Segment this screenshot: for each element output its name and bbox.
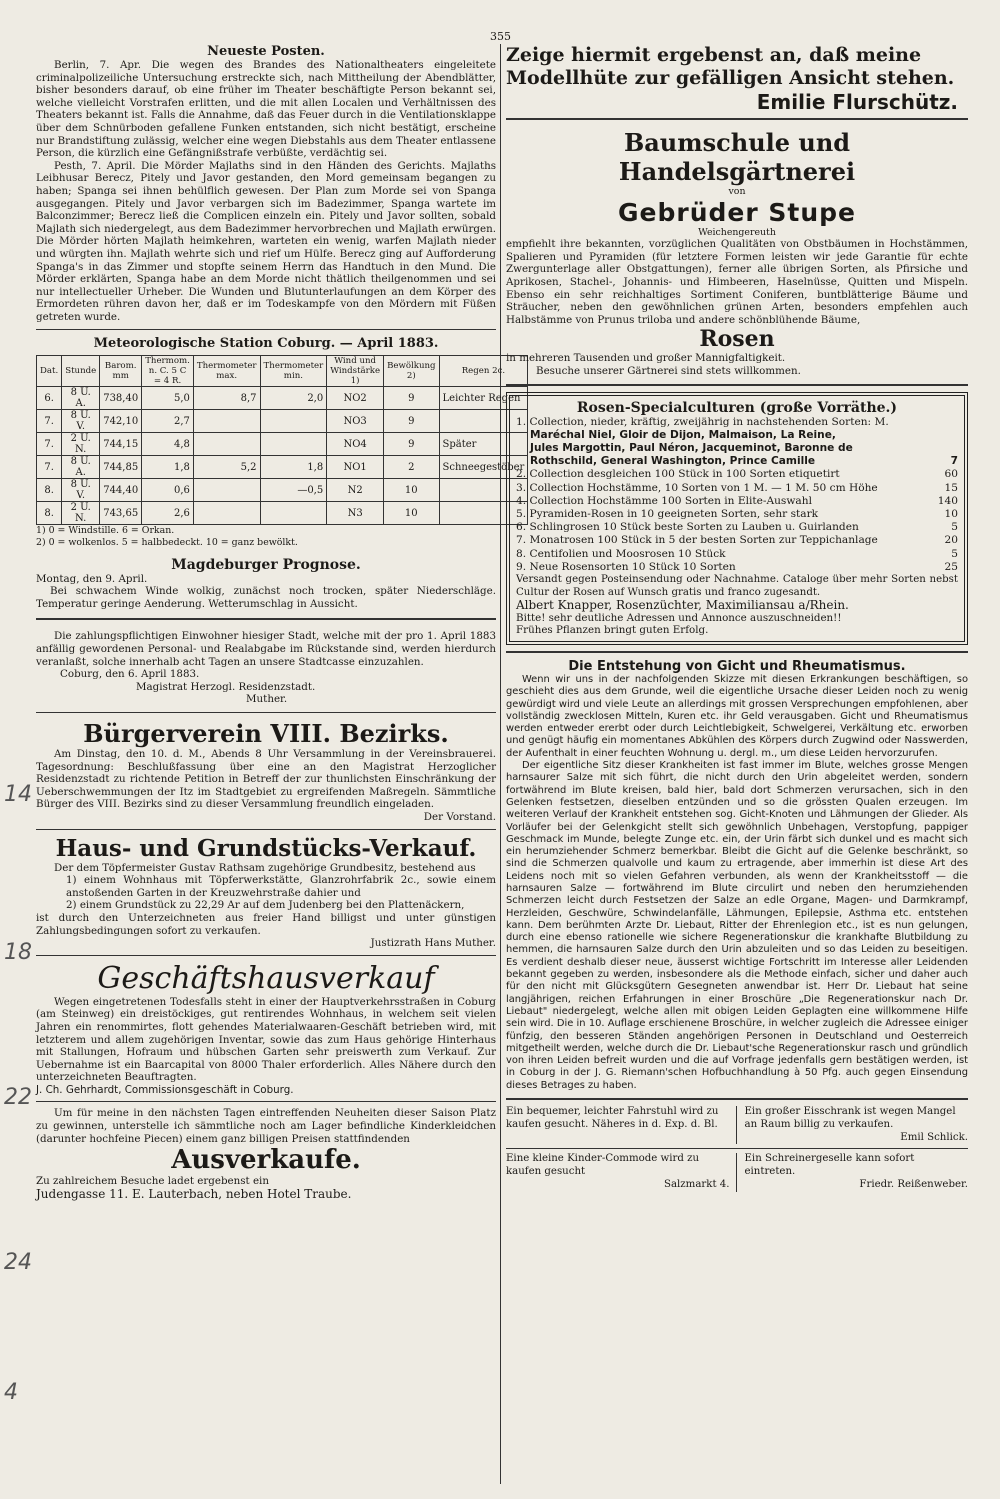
rosen-list [516, 416, 958, 574]
rosen-item-text: 5. Pyramiden-Rosen in 10 geeigneten Sorten, sehr stark [516, 507, 819, 520]
haus-item-1: 1) einem Wohnhaus mit Töpferwerkstätte, Glanzrohrfabrik 2c., sowie einem anstoßenden Garten in der Kreuzwehrstraße dahier und [66, 874, 496, 899]
meteo-cell: 744,85 [100, 456, 142, 479]
page-number: 355 [490, 30, 511, 43]
rosen-item-text: 9. Neue Rosensorten 10 Stück 10 Sorten [516, 560, 736, 573]
baumschule-text: empfiehlt ihre bekannten, vorzüglichen Qualitäten von Obstbäumen in Hochstämmen, Spalieren und Pyramiden (für letztere Formen leisten wir jede Garantie für echte Zwergunterlage aller Obstgattungen), ferner alle übrigen Sorten, als Pfirsiche und Aprikosen, Stachel-, Johannis- und Himbeeren, Haselnüsse, Quitten und Mispeln. Ebenso ein sehr reichhaltiges Sortiment Coniferen, buntblätterige Bäume und Sträucher, neben den gewöhnlichen grünen Arten, besonders empfehlen auch Halbstämme von Prunus triloba und andere schönblühende Bäume, [506, 238, 968, 326]
rosen-box-footer: Versandt gegen Posteinsendung oder Nachnahme. Cataloge über mehr Sorten nebst Cultur der Rosen auf Wunsch gratis und franco zugesandt. [516, 573, 958, 598]
ausverkauf-line: Zu zahlreichem Besuche ladet ergebenst ein [36, 1175, 269, 1188]
column-divider [500, 44, 501, 1484]
rosen-item-price: 140 [937, 494, 958, 507]
baumschule-place: Weichengereuth [698, 226, 776, 238]
meteo-header: Stunde [62, 356, 100, 387]
meteo-cell: 1,8 [260, 456, 327, 479]
meteo-cell [193, 433, 260, 456]
news-title: Neueste Posten. [207, 44, 325, 59]
ad-schreiner-sign: Friedr. Reißenweber. [859, 1179, 968, 1191]
rosen-list-item [516, 521, 958, 534]
meteo-cell: 5,2 [193, 456, 260, 479]
prognose-date: Montag, den 9. April. [36, 572, 148, 585]
haus-title: Haus- und Grundstücks-Verkauf. [55, 834, 477, 862]
rosen-item-price: 15 [944, 481, 958, 494]
ad-kommode [506, 1153, 737, 1191]
meteo-cell: 9 [384, 387, 439, 410]
flurschuetz-text: Zeige hiermit ergebenst an, daß meine Modellhüte zur gefälligen Ansicht stehen. [506, 44, 955, 89]
meteo-cell: 2 [384, 456, 439, 479]
ad-eisschrank-text: Ein großer Eisschrank ist wegen Mangel an Raum billig zu verkaufen. [744, 1106, 956, 1130]
meteo-cell: 10 [384, 479, 439, 502]
meteo-cell: 8 U. A. [62, 456, 100, 479]
ad-eisschrank [745, 1106, 969, 1144]
meteo-row [37, 479, 528, 502]
meteo-cell: 743,65 [100, 502, 142, 525]
meteo-cell [193, 502, 260, 525]
baumschule-firm: Gebrüder Stupe [618, 197, 856, 227]
haus-item-2: 2) einem Grundstück zu 22,29 Ar auf dem Judenberg bei den Plattenäckern, [66, 899, 465, 912]
meteo-row [37, 410, 528, 433]
meteo-table [36, 355, 528, 525]
ad-kommode-addr: Salzmarkt 4. [663, 1179, 730, 1191]
margin-scribble: 4 [4, 1380, 18, 1405]
meteo-cell [193, 479, 260, 502]
meteo-cell [193, 410, 260, 433]
rosen-item-text: 6. Schlingrosen 10 Stück beste Sorten zu Lauben u. Guirlanden [516, 521, 859, 534]
meteo-cell: NO4 [327, 433, 384, 456]
meteo-cell: 8 U. V. [62, 410, 100, 433]
margin-scribble: 14 [4, 782, 32, 807]
rosen-item-text: 8. Centifolien und Moosrosen 10 Stück [516, 547, 726, 560]
meteo-cell: 8. [37, 479, 62, 502]
meteo-cell: 2,0 [260, 387, 327, 410]
meteo-cell: 7. [37, 433, 62, 456]
baumschule-text-2: in mehreren Tausenden und großer Mannigfaltigkeit. [506, 352, 786, 365]
gicht-title: Die Entstehung von Gicht und Rheumatismus. [568, 658, 906, 674]
meteo-cell: 9 [384, 433, 439, 456]
meteo-row [37, 502, 528, 525]
meteo-cell: NO1 [327, 456, 384, 479]
magistrat-sign: Magistrat Herzogl. Residenzstadt. [136, 680, 316, 693]
rosen-item-price: 5 [951, 521, 958, 534]
rosen-list-item [516, 482, 958, 495]
rosen-item-text: Rothschild, General Washington, Prince Camille [530, 455, 816, 468]
haus-intro: Der dem Töpfermeister Gustav Rathsam zugehörige Grundbesitz, bestehend aus [54, 861, 476, 874]
meteo-cell: 2,7 [142, 410, 194, 433]
rosen-list-item [516, 468, 958, 481]
rosen-item-price: 7 [950, 455, 958, 468]
meteo-row [37, 456, 528, 479]
meteo-cell: Leichter Regen [439, 387, 528, 410]
meteo-cell: 744,40 [100, 479, 142, 502]
rosen-item-price: 60 [944, 468, 958, 481]
meteo-cell: N3 [327, 502, 384, 525]
meteo-header: Bewölkung 2) [384, 356, 439, 387]
meteo-header: Regen 2c. [439, 356, 528, 387]
baumschule-rosen: Rosen [699, 326, 775, 353]
geschaeft-title: Geschäftshausverkauf [97, 960, 435, 996]
ad-eisschrank-sign: Emil Schlick. [900, 1131, 968, 1143]
meteo-row [37, 387, 528, 410]
rosen-item-text: 2. Collection desgleichen 100 Stück in 100 Sorten etiquetirt [516, 468, 840, 481]
baumschule-von: von [728, 186, 746, 197]
rosen-item-price: 10 [944, 507, 958, 520]
rosen-item-text: 3. Collection Hochstämme, 10 Sorten von 1 M. — 1 M. 50 cm Höhe [516, 481, 878, 494]
margin-scribble: 18 [4, 940, 32, 965]
meteo-cell: 0,6 [142, 479, 194, 502]
haus-outro: ist durch den Unterzeichneten aus freier Hand billigst und unter günstigen Zahlungsbedingungen sofort zu verkaufen. [36, 911, 496, 937]
baumschule-title: Baumschule und Handelsgärtnerei [618, 128, 856, 186]
small-ads-row-1 [506, 1106, 968, 1144]
margin-scribble: 24 [4, 1250, 32, 1275]
baumschule-text-3: Besuche unserer Gärtnerei sind stets willkommen. [536, 364, 801, 377]
meteo-cell: 6. [37, 387, 62, 410]
geschaeft-sign: J. Ch. Gehrhardt, Commissionsgeschäft in Coburg. [36, 1083, 294, 1096]
magistrat-place-date: Coburg, den 6. April 1883. [60, 668, 200, 681]
buergerverein-text: Am Dinstag, den 10. d. M., Abends 8 Uhr Versammlung in der Vereinsbrauerei. Tagesordnung: Beschlußfassung über eine an den Magistrat Herzoglicher Residenzstadt zu richtende Petition in Betreff der zur thunlichsten Einschränkung der Ueberschwemmungen der Itz im Stadtgebiet zu ergreifenden Maßregeln. Sämmtliche Bürger des VIII. Bezirks sind zu dieser Versammlung freundlich eingeladen. [36, 748, 496, 811]
meteo-cell: 4,8 [142, 433, 194, 456]
meteo-cell: 8,7 [193, 387, 260, 410]
prognose-text: Bei schwachem Winde wolkig, zunächst noch trocken, später Niederschläge. Temperatur geringe Aenderung. Wetterumschlag in Aussicht. [36, 585, 496, 610]
meteo-cell: Später [439, 433, 528, 456]
meteo-cell: 744,15 [100, 433, 142, 456]
meteo-cell: Schneegestöber [439, 456, 528, 479]
meteo-cell: 7. [37, 456, 62, 479]
meteo-cell: 2,6 [142, 502, 194, 525]
meteo-cell: 7. [37, 410, 62, 433]
rosen-list-item [516, 455, 958, 468]
rosen-item-text: 1. Collection, nieder, kräftig, zweijährig in nachstehenden Sorten: M. [516, 415, 889, 428]
ad-schreiner-text: Ein Schreinergeselle kann sofort eintreten. [744, 1153, 915, 1178]
meteo-cell: —0,5 [260, 479, 327, 502]
meteo-cell [260, 433, 327, 456]
rosen-item-text: 4. Collection Hochstämme 100 Sorten in Elite-Auswahl [516, 494, 812, 507]
rosen-box-footer-3: Frühes Pflanzen bringt guten Erfolg. [516, 624, 709, 637]
meteo-title: Meteorologische Station Coburg. — April 1883. [93, 336, 439, 352]
rosen-box-title: Rosen-Specialculturen (große Vorräthe.) [576, 399, 898, 416]
ad-schreiner [745, 1153, 969, 1191]
meteo-cell [260, 502, 327, 525]
rosen-item-price: 20 [944, 534, 958, 547]
prognose-title: Magdeburger Prognose. [171, 556, 361, 573]
rosen-list-item [516, 495, 958, 508]
ausverkauf-title: Ausverkaufe. [171, 1145, 361, 1176]
gicht-paragraph-2: Der eigentliche Sitz dieser Krankheiten ist fast immer im Blute, welches grosse Mengen harnsaurer Salze mit sich führt, die nicht durch den Urin abgeleitet werden, sondern fortwährend im Blute kreisen, bald hier, bald dort Schmerzen verursachen, sich in den Gelenken festsetzen, dieselben entzünden und so die grössten Qualen erzeugen. Im weiteren Verlauf der Krankheit entstehen sog. Gicht-Knoten und Lähmungen der Glieder. Als Vorläufer bei der Gelenkgicht stellt sich gewöhnlich Unbehagen, Verstopfung, pappiger Geschmack im Munde, belegte Zunge etc. ein, der Urin färbt sich dunkel und es macht sich ein herumziehender Schmerz bemerkbar. Bleibt die Gicht auf die Gelenke beschränkt, so sind die Schmerzen qualvolle und kaum zu ertragende, aber immerhin ist diese Art des Leidens noch mit so vielen Gefahren verbunden, als wenn der Krankheitsstoff — die harnsauren Salze — fortwährend im Blute circulirt und neben den herumziehenden Schmerzen leicht durch Festsetzen der Salze an edle Organe, Magen- und Darmkrampf, Herzleiden, Geschwüre, Schwindelanfälle, Lähmungen, Epilepsie, Asthma etc. entstehen kann. Dem berühmten Arzte Dr. Liebaut, Ritter der Ehrenlegion etc., ist es nun gelungen, durch eine ebenso rationelle wie sichere Regenerationskur die krankhafte Blutbildung zu hemmen, die harnsauren Salze durch den Urin abzuleiten und so das Leiden zu beseitigen. Es verdient deshalb dieser neue, äusserst wichtige Fortschritt im Interesse aller Leidenden bekannt gegeben zu werden, insbesondere als die Methode einfach, sicher und daher auch für den nicht mit Glücksgütern Gesegneten anwendbar ist. Herr Dr. Liebaut hat seine langjährigen, reichen Erfahrungen in einer Broschüre „Die Regenerationskur nach Dr. Liebaut" niedergelegt, welche allen mit obigen Leiden Geplagten eine willkommene Hilfe sein wird. Die in 10. Auflage erschienene Broschüre, in welcher zugleich die Adressee einiger fünfzig, den besseren Ständen angehörigen Personen in Deutschland und Oesterreich mitgetheilt werden, welche durch die Dr. Liebaut'sche Regenerationskur rasch und gründlich von ihren Leiden befreit wurden und die auf Vorfrage jedenfalls gern bestätigen werden, ist in Coburg in der J. G. Riemann'schen Hofbuchhandlung à 50 Pfg. auch gegen Einsendung dieses Betrages zu haben. [506, 760, 968, 1091]
rosen-box-footer-2: Bitte! sehr deutliche Adressen und Annonce auszuschneiden!! [516, 611, 842, 624]
meteo-cell: 2 U. N. [62, 502, 100, 525]
meteo-header: Barom. mm [100, 356, 142, 387]
rosen-item-text: Jules Margottin, Paul Néron, Jacqueminot, Baronne de [530, 441, 853, 454]
meteo-cell: 2 U. N. [62, 433, 100, 456]
geschaeft-text: Wegen eingetretenen Todesfalls steht in einer der Hauptverkehrsstraßen in Coburg (am Steinweg) ein dreistöckiges, gut rentirendes Wohnhaus, in welchem seit vielen Jahren ein renommirtes, flott gehendes Materialwaaren-Geschäft betrieben wird, mit letzterem und allem zugehörigen Inventar, sowie das zum Haus gehörige Hinterhaus mit Stallungen, Hofraum und hübschen Garten sehr preiswerth zum Verkauf. Zur Uebernahme ist ein Baarcapital von 8000 Thaler erforderlich. Alles Nähere durch den unterzeichneten Beauftragten. [36, 995, 496, 1084]
meteo-cell: 738,40 [100, 387, 142, 410]
meteo-header: Thermom. n. C. 5 C = 4 R. [142, 356, 194, 387]
meteo-cell: 9 [384, 410, 439, 433]
magistrat-sign-name: Muther. [246, 693, 288, 706]
rosen-list-item [516, 548, 958, 561]
rosen-list-item [516, 508, 958, 521]
meteo-cell: NO2 [327, 387, 384, 410]
small-ads-row-2 [506, 1153, 968, 1191]
right-column [506, 44, 968, 1192]
rosen-list-item [516, 561, 958, 574]
rosen-item-text: 7. Monatrosen 100 Stück in 5 der besten Sorten zur Teppichanlage [516, 534, 878, 547]
meteo-cell: 8 U. A. [62, 387, 100, 410]
rosen-box-sign: Albert Knapper, Rosenzüchter, Maximiliansau a/Rhein. [516, 598, 849, 613]
magistrat-text: Die zahlungspflichtigen Einwohner hiesiger Stadt, welche mit der pro 1. April 1883 anfällig gewordenen Personal- und Realabgabe im Rückstande sind, werden hierdurch veranlaßt, solche innerhalb acht Tagen an unsere Stadtcasse einzuzahlen. [36, 630, 496, 668]
rosen-list-item [516, 416, 958, 429]
ad-fahrstuhl [506, 1106, 737, 1144]
meteo-cell: 8. [37, 502, 62, 525]
buergerverein-sign: Der Vorstand. [423, 810, 496, 823]
meteo-note-1: 1) 0 = Windstille. 6 = Orkan. [36, 525, 175, 537]
rosen-list-item [516, 534, 958, 547]
meteo-cell [260, 410, 327, 433]
rosen-item-price: 25 [944, 560, 958, 573]
left-column [36, 44, 525, 1201]
meteo-cell: NO3 [327, 410, 384, 433]
ausverkauf-intro: Um für meine in den nächsten Tagen eintreffenden Neuheiten dieser Saison Platz zu gewinnen, unterstelle ich sämmtliche noch am Lager befindliche Kinderkleidchen (darunter hochfeine Piecen) einem ganz billigen Preisen stattfindenden [36, 1107, 496, 1145]
meteo-cell: N2 [327, 479, 384, 502]
ad-fahrstuhl-text: Ein bequemer, leichter Fahrstuhl wird zu kaufen gesucht. Näheres in d. Exp. d. Bl. [506, 1106, 719, 1130]
rosen-item-text: Maréchal Niel, Gloir de Dijon, Malmaison, La Reine, [530, 428, 836, 441]
meteo-header: Dat. [37, 356, 62, 387]
flurschuetz-name: Emilie Flurschütz. [756, 90, 958, 114]
rosen-specialculturen-box [506, 392, 968, 645]
meteo-note-2: 2) 0 = wolkenlos. 5 = halbbedeckt. 10 = ganz bewölkt. [36, 537, 298, 549]
gicht-paragraph-1: Wenn wir uns in der nachfolgenden Skizze mit diesen Erkrankungen beschäftigen, so geschieht dies aus dem Grunde, weil die eigentliche Ursache dieser Leiden noch zu wenig gewürdigt wird und viele Leute an allerdings mit grossen Versprechungen empfohlenen, aber vollständig zwecklosen Mitteln, Kuren etc. ihr Geld verausgaben. Gicht und Rheumatismus werden entweder ererbt oder durch Leichtlebigkeit, Schwelgerei, Verkältung etc. erworben und genügt häufig ein momentanes Abkühlen des Körpers durch Zugwind oder Nasswerden, der Aufenthalt in einer feuchten Wohnung u. dergl. m., um diese Leiden hervorzurufen. [506, 673, 968, 759]
margin-scribble: 22 [4, 1085, 32, 1110]
meteo-cell: 5,0 [142, 387, 194, 410]
ausverkauf-sign: Judengasse 11. E. Lauterbach, neben Hotel Traube. [36, 1186, 352, 1201]
ad-kommode-text: Eine kleine Kinder-Commode wird zu kaufen gesucht [506, 1153, 700, 1178]
rosen-list-item [516, 442, 958, 455]
news-pesth: Pesth, 7. April. Die Mörder Majlaths sind in den Händen des Gerichts. Majlaths Leibhusar Berecz, Pitely und Javor gestanden, den Mord gemeinsam begangen zu haben; Spanga sei ihnen behülflich gewesen. Der Plan zum Morde sei von Spanga ausgegangen. Pitely und Javor verbargen sich im Badezimmer, Spanga wartete im Balconzimmer; Berecz ließ die Complicen einzeln ein. Pitely und Javor sollten, sobald Majlath sich niedergelegt, aus dem Badezimmer hervorbrechen und Majlath erwürgen. Die Mörder hörten Majlath heimkehren, warteten ein wenig, warfen Majlath nieder und würgten ihn. Majlath wehrte sich und rief um Hülfe. Berecz ging auf Aufforderung Spanga's in das Zimmer und stopfte seinem Herrn das Handtuch in den Mund. Die Mörder erklärten, Spanga habe an dem Morde nicht thätlich theilgenommen und sei nur intellectueller Urheber. Die Wunden und Blutunterlaufungen an dem Körper des Ermordeten rühren davon her, daß er im Todeskampfe von den Mördern mit Füßen getreten wurde. [36, 159, 496, 323]
buergerverein-title: Bürgerverein VIII. Bezirks. [83, 719, 449, 748]
rosen-list-item [516, 429, 958, 442]
meteo-row [37, 433, 528, 456]
haus-sign: Justizrath Hans Muther. [370, 937, 496, 950]
meteo-cell: 8 U. V. [62, 479, 100, 502]
news-berlin: Berlin, 7. Apr. Die wegen des Brandes des Nationaltheaters eingeleitete criminalpolizeiliche Untersuchung erstreckte sich, nach Mittheilung der Abendblätter, bisher besonders darauf, ob eine früher im Theater beschäftigte Person bekannt sei, welche vielleicht Vorstrafen erlitten, und die mit allen Localen und Verhältnissen des Theaters bekannt ist. Falls die Annahme, daß das Feuer durch in die Ventilationsklappe über dem Schnürboden gefallene Funken entstanden, sich nicht bestätigt, erscheine nur Brandstiftung zulässig, welcher eine wegen Diebstahls aus dem Theater entlassene Person, die kürzlich eine Gefängnißstrafe verbüßte, verdächtig sei. [36, 59, 496, 160]
meteo-header: Thermometer max. [193, 356, 260, 387]
rosen-item-price: 5 [951, 547, 958, 560]
meteo-header: Wind und Windstärke 1) [327, 356, 384, 387]
meteo-cell: 10 [384, 502, 439, 525]
meteo-cell: 742,10 [100, 410, 142, 433]
meteo-header: Thermometer min. [260, 356, 327, 387]
meteo-cell: 1,8 [142, 456, 194, 479]
